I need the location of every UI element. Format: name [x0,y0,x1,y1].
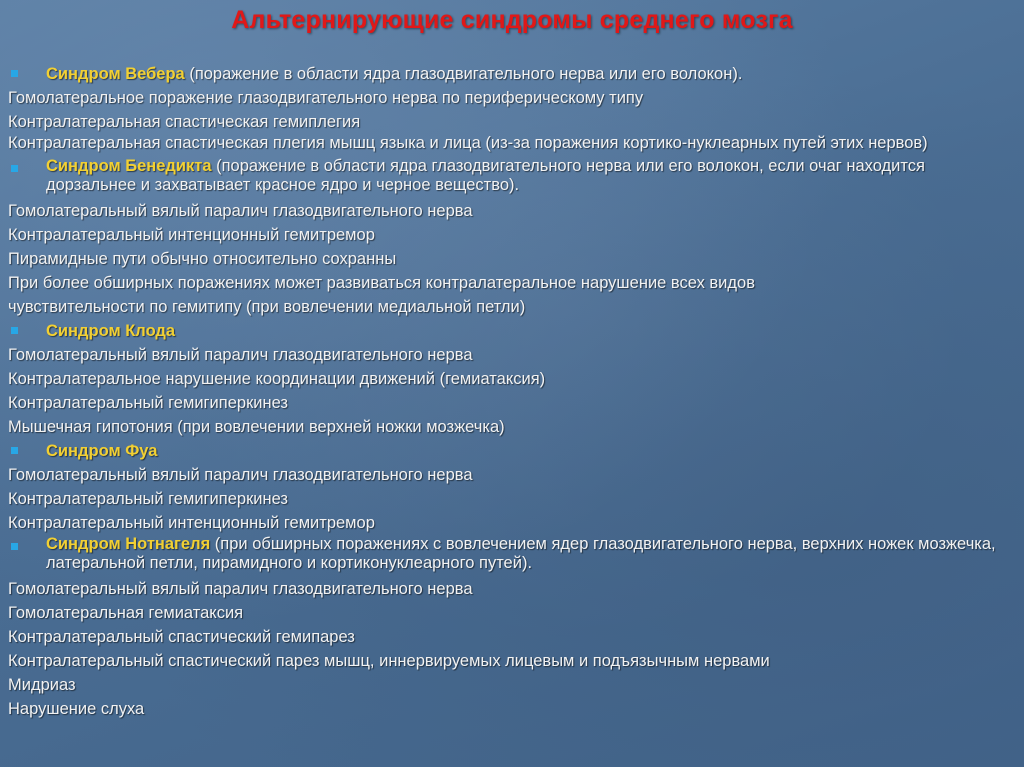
symptom-line: Контралатеральный спастический гемипарез [8,628,355,646]
symptom-line: Контралатеральный интенционный гемитремор [8,226,375,244]
syndrome-description: (поражение в области ядра глазодвигательного нерва или его волокон, если очаг находится дорзальнее и захватывает красное ядро и черное вещество). [46,157,925,194]
symptom-line: Гомолатеральный вялый паралич глазодвигательного нерва [8,466,473,484]
syndrome-name: Синдром Бенедикта [46,157,212,175]
symptom-line: Гомолатеральный вялый паралич глазодвигательного нерва [8,580,473,598]
symptom-line: Мидриаз [8,676,76,694]
syndrome-name: Синдром Клода [46,322,176,340]
symptom-line: Контралатеральный интенционный гемитремор [8,514,375,532]
symptom-line: Пирамидные пути обычно относительно сохранны [8,250,397,268]
square-bullet-icon [11,543,18,550]
syndrome-heading-claude [8,319,1018,343]
slide-title: Альтернирующие синдромы среднего мозга [231,6,793,34]
syndrome-description: (при обширных поражениях с вовлечением ядер глазодвигательного нерва, верхних ножек мозжечка, латеральной петли, пирамидного и кортиконуклеарного путей). [46,535,996,572]
symptom-line: Гомолатеральный вялый паралич глазодвигательного нерва [8,202,473,220]
syndrome-description: (поражение в области ядра глазодвигательного нерва или его волокон). [184,65,743,83]
symptom-line: Контралатеральный гемигиперкинез [8,490,288,508]
syndrome-name: Синдром Нотнагеля [46,535,211,553]
square-bullet-icon [11,70,18,77]
symptom-line: Контралатеральный гемигиперкинез [8,394,288,412]
syndrome-name: Синдром Вебера [46,65,185,83]
syndrome-name: Синдром Фуа [46,442,158,460]
symptom-line: Мышечная гипотония (при вовлечении верхней ножки мозжечка) [8,418,505,436]
syndrome-heading-foix [8,439,1018,463]
symptom-line: Гомолатеральная гемиатаксия [8,604,244,622]
symptom-line: Контралатеральная спастическая плегия мышц языка и лица (из-за поражения кортико-нуклеарных путей этих нервов) [8,134,928,152]
symptom-line: Гомолатеральный вялый паралич глазодвигательного нерва [8,346,473,364]
slide-content [8,62,1018,721]
symptom-line: Гомолатеральное поражение глазодвигательного нерва по периферическому типу [8,89,644,107]
symptom-line: Контралатеральная спастическая гемиплегия [8,113,361,131]
square-bullet-icon [11,447,18,454]
square-bullet-icon [11,327,18,334]
syndrome-heading-weber [8,62,1018,86]
symptom-line: При более обширных поражениях может развиваться контралатеральное нарушение всех видов [8,274,755,292]
symptom-line: Нарушение слуха [8,700,145,718]
symptom-line: Контралатеральное нарушение координации движений (гемиатаксия) [8,370,546,388]
square-bullet-icon [11,165,18,172]
syndrome-heading-nothnagel [8,535,1018,577]
symptom-line: Контралатеральный спастический парез мышц, иннервируемых лицевым и подъязычным нервами [8,652,770,670]
symptom-line: чувствительности по гемитипу (при вовлечении медиальной петли) [8,298,526,316]
syndrome-heading-benedikt [8,157,1018,199]
